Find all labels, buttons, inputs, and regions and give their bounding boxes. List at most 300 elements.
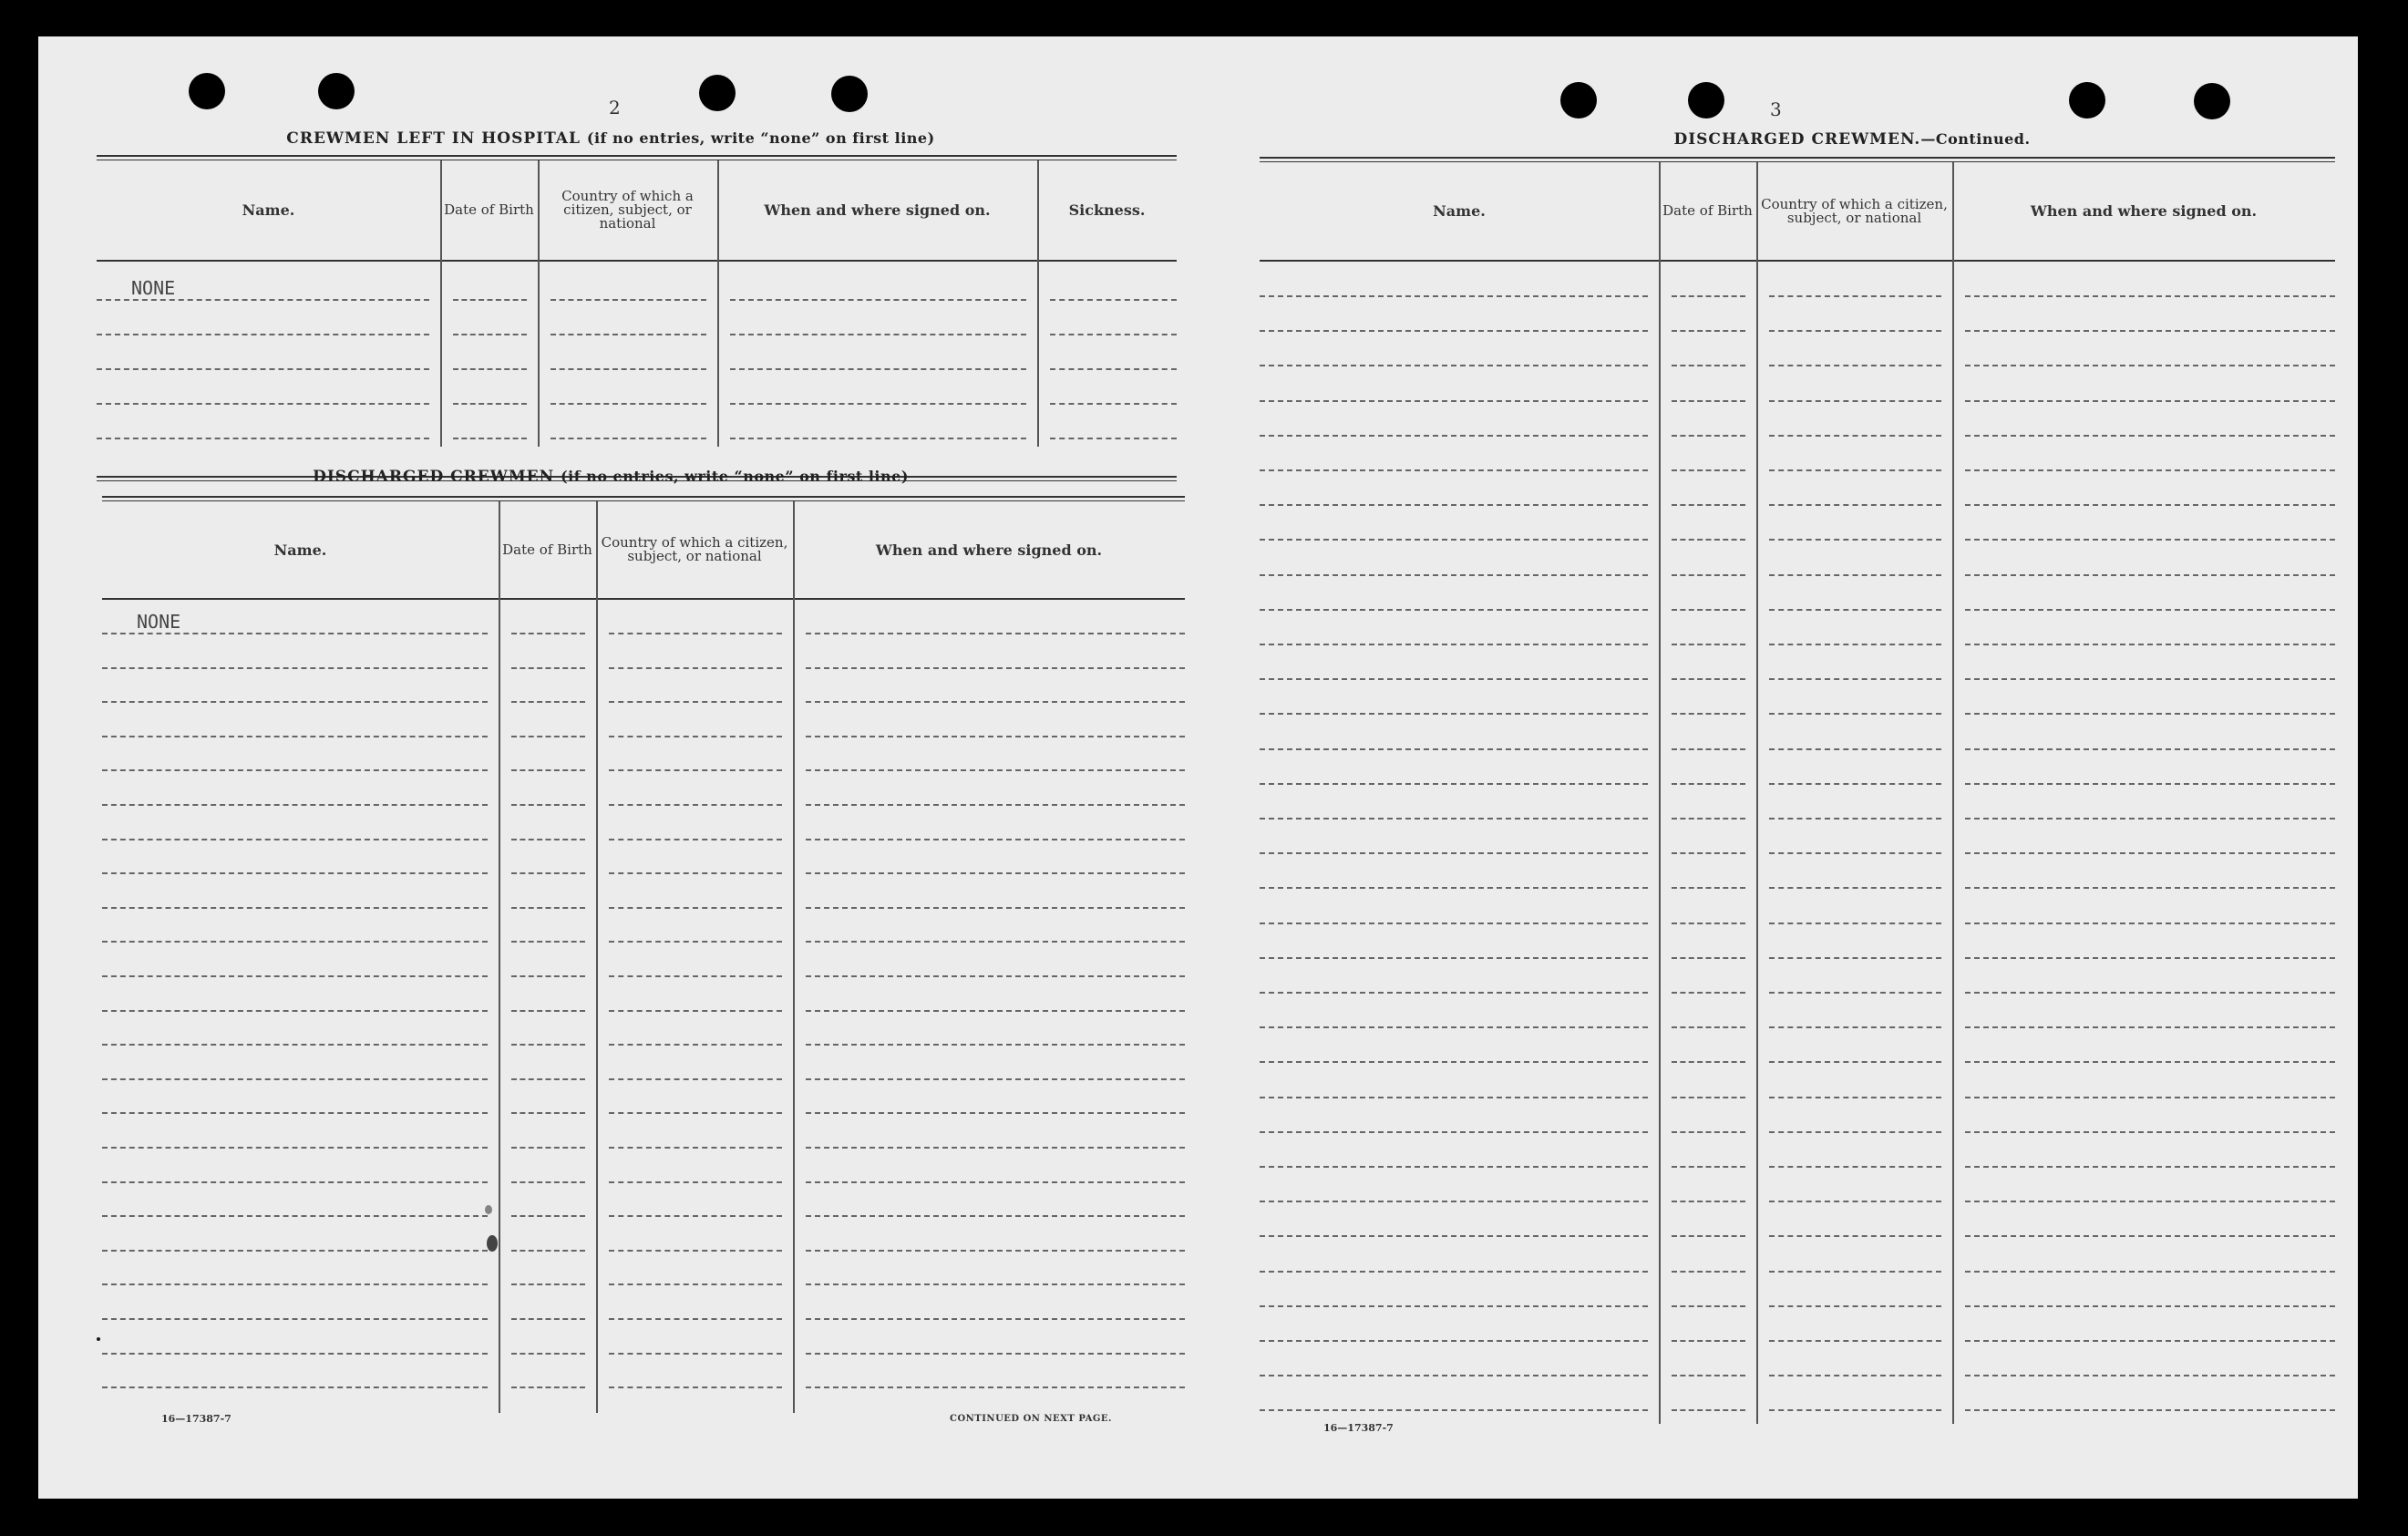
ruled-line (1769, 504, 1941, 506)
ruled-line (1965, 1026, 2335, 1028)
ruled-line (1260, 818, 1648, 820)
ruled-line (806, 1318, 1185, 1320)
ruled-line (609, 1387, 782, 1388)
page-number-left: 2 (609, 97, 621, 119)
ruled-line (102, 1215, 488, 1217)
ruled-line (806, 667, 1185, 669)
ruled-line (609, 804, 782, 806)
ruled-line (1769, 539, 1941, 541)
ruled-line (806, 839, 1185, 840)
ruled-line (1769, 365, 1941, 366)
discharged-continued-table (1260, 157, 2335, 1424)
column-header: Date of Birth (444, 201, 534, 218)
ruled-line (806, 1181, 1185, 1183)
ruled-line (609, 1353, 782, 1355)
ruled-line (551, 299, 706, 301)
ruled-line (1965, 1305, 2335, 1307)
ruled-line (511, 1250, 585, 1252)
ruled-line (102, 1112, 488, 1114)
ruled-line (1965, 992, 2335, 994)
ruled-line (1965, 1235, 2335, 1237)
ruled-line (1965, 1061, 2335, 1063)
ruled-line (609, 633, 782, 634)
ruled-line (1769, 992, 1941, 994)
ruled-line (1672, 957, 1745, 959)
ruled-line (806, 1387, 1185, 1388)
ruled-line (511, 633, 585, 634)
ruled-line (1769, 1375, 1941, 1376)
ruled-line (806, 1147, 1185, 1149)
document-sheet (38, 36, 2358, 1499)
form-code-left: 16—17387-7 (161, 1413, 232, 1425)
ruled-line (1672, 1061, 1745, 1063)
ruled-line (97, 403, 429, 405)
ruled-line (1672, 400, 1745, 402)
table-top-rule (102, 500, 1185, 501)
ruled-line (1260, 295, 1648, 297)
ruled-line (1260, 504, 1648, 506)
ruled-line (1672, 469, 1745, 471)
ruled-line (102, 1078, 488, 1080)
ruled-line (1965, 852, 2335, 854)
ruled-line (1769, 923, 1941, 924)
discharged-table (102, 496, 1185, 1407)
handwritten-entry: NONE (131, 277, 176, 299)
ruled-line (730, 299, 1026, 301)
column-divider (1952, 162, 1954, 1424)
column-header: Date of Birth (1662, 202, 1753, 219)
ruled-line (97, 334, 429, 335)
ruled-line (1965, 400, 2335, 402)
ruled-line (806, 872, 1185, 874)
ruled-line (1672, 1166, 1745, 1168)
ruled-line (730, 368, 1026, 370)
ruled-line (609, 1044, 782, 1046)
ruled-line (1260, 852, 1648, 854)
ruled-line (609, 1318, 782, 1320)
ruled-line (1965, 1131, 2335, 1133)
ruled-line (1050, 403, 1177, 405)
ruled-line (102, 1318, 488, 1320)
ruled-line (806, 1010, 1185, 1012)
ruled-line (511, 1044, 585, 1046)
ruled-line (1769, 1026, 1941, 1028)
ruled-line (1672, 1305, 1745, 1307)
ruled-line (1672, 574, 1745, 576)
ruled-line (1965, 295, 2335, 297)
column-divider (596, 501, 598, 1413)
column-divider (440, 160, 442, 447)
ruled-line (1260, 748, 1648, 750)
ruled-line (1260, 1166, 1648, 1168)
ruled-line (806, 1250, 1185, 1252)
ruled-line (1260, 713, 1648, 715)
ruled-line (1260, 1340, 1648, 1342)
ruled-line (1260, 1026, 1648, 1028)
ruled-line (806, 975, 1185, 977)
ruled-line (609, 941, 782, 943)
ruled-line (609, 701, 782, 703)
column-header: When and where signed on. (764, 201, 991, 219)
continued-note: CONTINUED ON NEXT PAGE. (950, 1414, 1113, 1424)
ruled-line (102, 736, 488, 737)
ruled-line (806, 804, 1185, 806)
ruled-line (806, 769, 1185, 771)
ruled-line (551, 368, 706, 370)
ruled-line (551, 438, 706, 439)
ruled-line (1965, 957, 2335, 959)
hospital-table (97, 155, 1177, 481)
ruled-line (609, 1215, 782, 1217)
ruled-line (609, 907, 782, 909)
ruled-line (453, 299, 527, 301)
ruled-line (1672, 1097, 1745, 1098)
ruled-line (1260, 1305, 1648, 1307)
ruled-line (1050, 299, 1177, 301)
table-top-rule (97, 155, 1177, 157)
ruled-line (102, 1353, 488, 1355)
ruled-line (1769, 574, 1941, 576)
table-top-rule (102, 496, 1185, 498)
column-header: When and where signed on. (875, 541, 1103, 559)
ruled-line (609, 839, 782, 840)
ruled-line (609, 1181, 782, 1183)
ruled-line (511, 1283, 585, 1285)
ruled-line (1672, 1026, 1745, 1028)
ruled-line (1260, 644, 1648, 645)
ruled-line (1260, 1201, 1648, 1202)
column-divider (1037, 160, 1039, 447)
ruled-line (1260, 1061, 1648, 1063)
ruled-line (609, 975, 782, 977)
ruled-line (1769, 1409, 1941, 1411)
ruled-line (1769, 1166, 1941, 1168)
ruled-line (102, 839, 488, 840)
ruled-line (511, 701, 585, 703)
ruled-line (511, 1353, 585, 1355)
ruled-line (551, 334, 706, 335)
ruled-line (1672, 1201, 1745, 1202)
ruled-line (1769, 887, 1941, 889)
ruled-line (453, 334, 527, 335)
column-divider (499, 501, 500, 1413)
ruled-line (102, 769, 488, 771)
ruled-line (1672, 678, 1745, 680)
column-header: When and where signed on. (2030, 202, 2258, 220)
ruled-line (1260, 678, 1648, 680)
ruled-line (1769, 678, 1941, 680)
ruled-line (1260, 469, 1648, 471)
ruled-line (806, 1283, 1185, 1285)
ruled-line (609, 1078, 782, 1080)
ruled-line (511, 1112, 585, 1114)
column-divider (538, 160, 540, 447)
ruled-line (511, 667, 585, 669)
form-code-right: 16—17387-7 (1323, 1422, 1394, 1434)
ruled-line (1769, 330, 1941, 332)
ruled-line (806, 941, 1185, 943)
ruled-line (511, 1010, 585, 1012)
ruled-line (1769, 609, 1941, 611)
ruled-line (1769, 1061, 1941, 1063)
ruled-line (1965, 469, 2335, 471)
ruled-line (806, 1044, 1185, 1046)
ruled-line (511, 1215, 585, 1217)
ruled-line (806, 907, 1185, 909)
ruled-line (730, 438, 1026, 439)
ruled-line (806, 633, 1185, 634)
ruled-line (511, 839, 585, 840)
column-divider (717, 160, 719, 447)
ruled-line (1260, 957, 1648, 959)
ruled-line (1769, 295, 1941, 297)
table-header-rule (97, 260, 1177, 262)
ruled-line (102, 907, 488, 909)
right-page-title: DISCHARGED CREWMEN.—Continued. (1673, 130, 2031, 149)
column-header: Name. (273, 541, 327, 559)
ruled-line (511, 804, 585, 806)
ruled-line (97, 368, 429, 370)
discharged-section-title: DISCHARGED CREWMEN (if no entries, write “none” on first line) (313, 468, 909, 486)
ruled-line (102, 872, 488, 874)
ruled-line (102, 701, 488, 703)
column-header: Country of which a citizen, subject, or national (601, 534, 788, 564)
ruled-line (609, 1147, 782, 1149)
ruled-line (1260, 609, 1648, 611)
ruled-line (1965, 887, 2335, 889)
ruled-line (1672, 1340, 1745, 1342)
ruled-line (1672, 539, 1745, 541)
ruled-line (1769, 957, 1941, 959)
ruled-line (1769, 852, 1941, 854)
ruled-line (1672, 818, 1745, 820)
ruled-line (1260, 923, 1648, 924)
ruled-line (1260, 1097, 1648, 1098)
column-divider (1756, 162, 1758, 1424)
table-header-rule (1260, 260, 2335, 262)
ruled-line (1050, 368, 1177, 370)
ruled-line (609, 769, 782, 771)
column-divider (1659, 162, 1661, 1424)
ruled-line (1769, 1271, 1941, 1273)
ruled-line (1769, 783, 1941, 785)
ruled-line (511, 736, 585, 737)
ruled-line (102, 667, 488, 669)
ruled-line (730, 403, 1026, 405)
page-number-right: 3 (1770, 98, 1782, 120)
ink-smudge (487, 1235, 498, 1252)
ruled-line (730, 334, 1026, 335)
column-header: Date of Birth (502, 541, 592, 558)
ruled-line (1769, 1305, 1941, 1307)
ruled-line (1260, 992, 1648, 994)
column-divider (793, 501, 795, 1413)
ruled-line (609, 1283, 782, 1285)
ruled-line (1965, 1097, 2335, 1098)
ruled-line (1672, 1375, 1745, 1376)
ruled-line (453, 403, 527, 405)
table-top-rule (1260, 161, 2335, 162)
ruled-line (511, 907, 585, 909)
ruled-line (1965, 1271, 2335, 1273)
ruled-line (1965, 1340, 2335, 1342)
ruled-line (97, 299, 429, 301)
hospital-section-title: CREWMEN LEFT IN HOSPITAL (if no entries, write “none” on first line) (286, 129, 935, 148)
ruled-line (511, 1387, 585, 1388)
ruled-line (1965, 644, 2335, 645)
ruled-line (511, 872, 585, 874)
ruled-line (1672, 1131, 1745, 1133)
ink-dot (97, 1337, 100, 1341)
ruled-line (1260, 574, 1648, 576)
punch-hole (2194, 83, 2230, 119)
ruled-line (102, 1250, 488, 1252)
punch-hole (189, 73, 225, 109)
ruled-line (1769, 469, 1941, 471)
ruled-line (102, 975, 488, 977)
ruled-line (1769, 1340, 1941, 1342)
ruled-line (1672, 365, 1745, 366)
punch-hole (1560, 82, 1597, 119)
ruled-line (1769, 400, 1941, 402)
ruled-line (1672, 887, 1745, 889)
ruled-line (1672, 1271, 1745, 1273)
ruled-line (1672, 330, 1745, 332)
punch-hole (2069, 82, 2105, 119)
ruled-line (1260, 365, 1648, 366)
ruled-line (1965, 818, 2335, 820)
ruled-line (1965, 713, 2335, 715)
ruled-line (102, 1181, 488, 1183)
ruled-line (1672, 435, 1745, 437)
ruled-line (511, 1181, 585, 1183)
ruled-line (1260, 1235, 1648, 1237)
ruled-line (511, 941, 585, 943)
ruled-line (1260, 783, 1648, 785)
ruled-line (1769, 713, 1941, 715)
ruled-line (1260, 887, 1648, 889)
ruled-line (1260, 539, 1648, 541)
ruled-line (1965, 539, 2335, 541)
ruled-line (806, 1353, 1185, 1355)
punch-hole (699, 75, 736, 111)
ruled-line (1672, 923, 1745, 924)
ruled-line (102, 804, 488, 806)
column-header: Country of which a citizen, subject, or national (1761, 195, 1948, 226)
ruled-line (1769, 435, 1941, 437)
column-header: Name. (1433, 202, 1486, 220)
ruled-line (1965, 923, 2335, 924)
ruled-line (1672, 783, 1745, 785)
ruled-line (1769, 818, 1941, 820)
ruled-line (806, 736, 1185, 737)
punch-hole (1688, 82, 1724, 119)
column-header: Country of which a citizen, subject, or national (561, 188, 694, 232)
ruled-line (1260, 435, 1648, 437)
ruled-line (1769, 748, 1941, 750)
ruled-line (1965, 504, 2335, 506)
ruled-line (806, 1112, 1185, 1114)
punch-hole (831, 76, 868, 112)
ruled-line (1672, 992, 1745, 994)
ruled-line (1965, 1201, 2335, 1202)
ruled-line (1672, 295, 1745, 297)
ruled-line (511, 1147, 585, 1149)
ruled-line (453, 438, 527, 439)
ruled-line (1769, 644, 1941, 645)
ruled-line (1965, 609, 2335, 611)
ruled-line (1965, 1375, 2335, 1376)
ruled-line (1965, 1166, 2335, 1168)
ruled-line (511, 769, 585, 771)
ruled-line (1769, 1097, 1941, 1098)
table-header-rule (102, 598, 1185, 600)
ruled-line (1260, 1375, 1648, 1376)
ruled-line (806, 1215, 1185, 1217)
ruled-line (511, 1078, 585, 1080)
ruled-line (1672, 852, 1745, 854)
ruled-line (1965, 435, 2335, 437)
ruled-line (1672, 609, 1745, 611)
punch-hole (318, 73, 355, 109)
ink-smudge (485, 1205, 492, 1214)
ruled-line (609, 1010, 782, 1012)
ruled-line (1769, 1201, 1941, 1202)
ruled-line (102, 1044, 488, 1046)
ruled-line (609, 667, 782, 669)
ruled-line (1672, 504, 1745, 506)
ruled-line (1769, 1235, 1941, 1237)
ruled-line (511, 1318, 585, 1320)
ruled-line (102, 633, 488, 634)
ruled-line (1672, 1409, 1745, 1411)
column-header: Name. (242, 201, 295, 219)
ruled-line (1260, 400, 1648, 402)
ruled-line (1672, 748, 1745, 750)
handwritten-entry: NONE (137, 611, 181, 633)
ruled-line (1672, 713, 1745, 715)
table-top-rule (1260, 157, 2335, 159)
ruled-line (806, 1078, 1185, 1080)
ruled-line (1260, 1131, 1648, 1133)
ruled-line (1050, 334, 1177, 335)
ruled-line (1965, 330, 2335, 332)
ruled-line (102, 1387, 488, 1388)
ruled-line (1050, 438, 1177, 439)
ruled-line (1965, 574, 2335, 576)
ruled-line (1260, 330, 1648, 332)
ruled-line (97, 438, 429, 439)
ruled-line (1260, 1271, 1648, 1273)
ruled-line (1965, 1409, 2335, 1411)
ruled-line (1965, 365, 2335, 366)
ruled-line (609, 1112, 782, 1114)
ruled-line (551, 403, 706, 405)
ruled-line (453, 368, 527, 370)
ruled-line (806, 701, 1185, 703)
ruled-line (511, 975, 585, 977)
ruled-line (609, 736, 782, 737)
ruled-line (1769, 1131, 1941, 1133)
ruled-line (1965, 748, 2335, 750)
ruled-line (102, 1010, 488, 1012)
ruled-line (1672, 1235, 1745, 1237)
ruled-line (609, 1250, 782, 1252)
ruled-line (102, 1147, 488, 1149)
ruled-line (1965, 783, 2335, 785)
ruled-line (1672, 644, 1745, 645)
ruled-line (1965, 678, 2335, 680)
